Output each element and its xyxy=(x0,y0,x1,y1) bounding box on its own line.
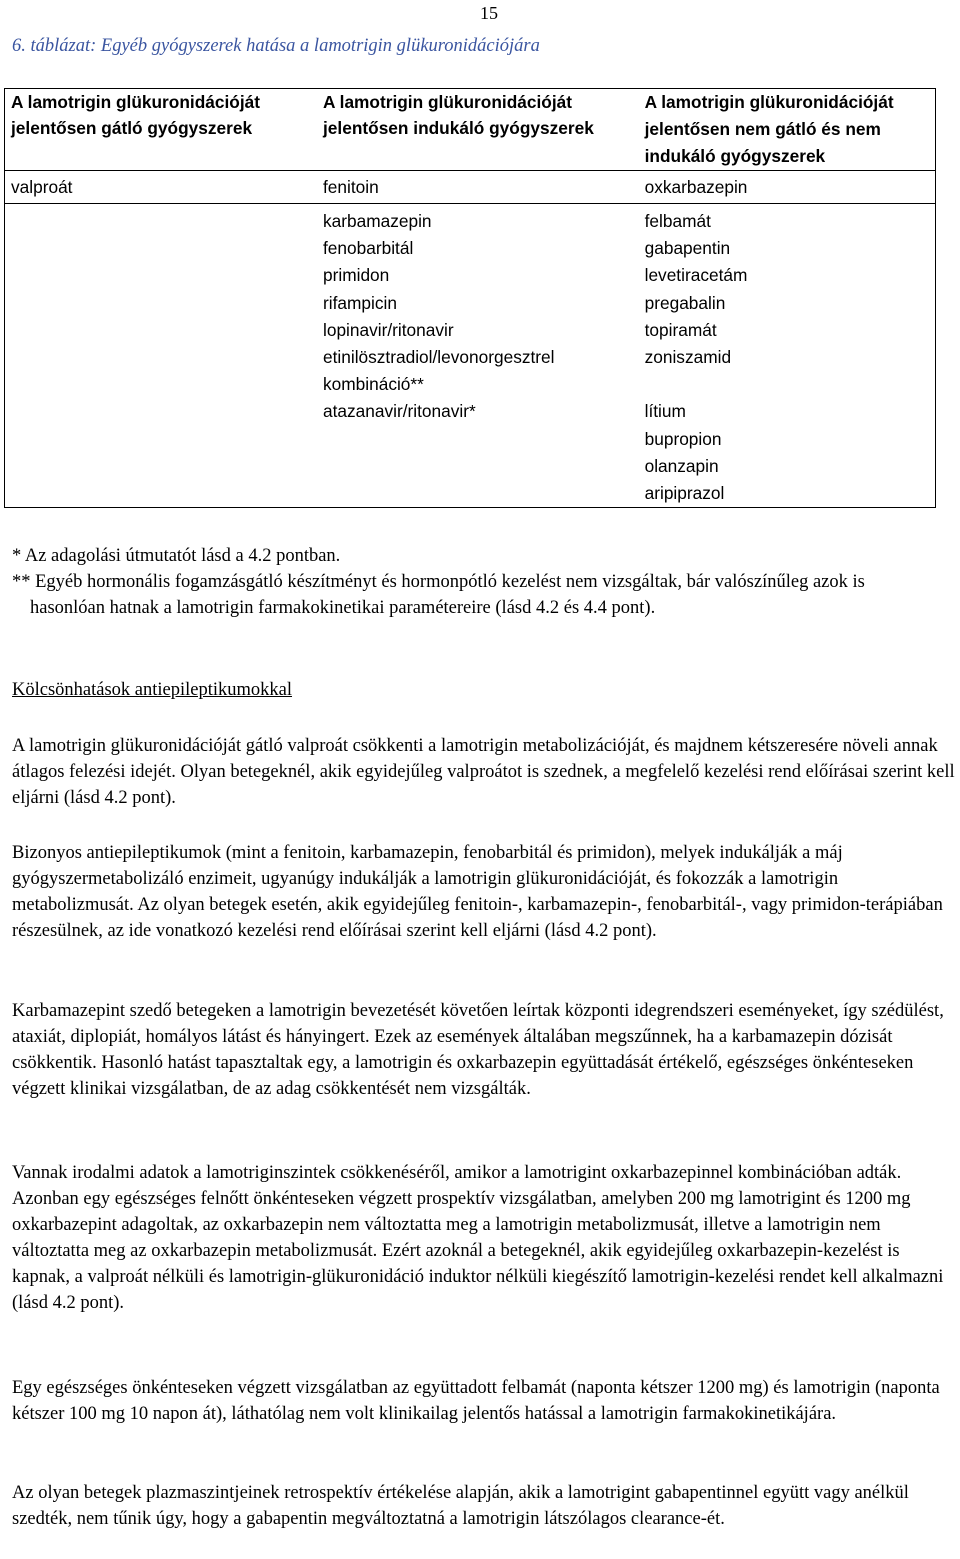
table-row xyxy=(5,204,936,508)
paragraph-felbamate: Egy egészséges önkénteseken végzett vizsgálatban az együttadott felbamát (naponta kétszer 1200 mg) és lamotrigin (naponta kétszer 100 mg 10 napon át), láthatólag nem volt klinikailag jelentős hatással a lamotrigin farmakokinetikájára. xyxy=(12,1378,940,1424)
list-item: topiramát xyxy=(644,319,717,340)
footnote-dosage: * Az adagolási útmutatót lásd a 4.2 pontban. xyxy=(12,546,341,566)
list-item: aripiprazol xyxy=(644,483,725,504)
list-item: fenobarbitál xyxy=(323,238,414,259)
section-title: Kölcsönhatások antiepileptikumokkal xyxy=(12,680,293,700)
list-item: lítium xyxy=(644,401,686,422)
table-caption: 6. táblázat: Egyéb gyógyszerek hatása a lamotrigin glükuronidációjára xyxy=(12,36,540,56)
footnote-hormonal: ** Egyéb hormonális fogamzásgátló készítményt és hormonpótló kezelést nem vizsgáltak, bár valószínűleg azok is hasonlóan hatnak a lamotrigin farmakokinetikai paramétereire (lásd 4.2 és 4.4 pont). xyxy=(12,572,865,618)
header-neutral: A lamotrigin glükuronidációját jelentősen nem gátló és nem indukáló gyógyszerek xyxy=(639,89,936,171)
inducers-list xyxy=(317,204,639,508)
paragraph-gabapentin: Az olyan betegek plazmaszintjeinek retrospektív értékelése alapján, akik a lamotrigint gabapentinnel együtt vagy anélkül szedték, nem tűnik úgy, hogy a gabapentin megváltoztatná a lamotrigin látszólagos clearance-ét. xyxy=(12,1483,909,1529)
table-footnotes xyxy=(12,543,942,621)
list-item: atazanavir/ritonavir* xyxy=(323,401,476,422)
cell-phenytoin: fenitoin xyxy=(317,171,639,204)
list-item: karbamazepin xyxy=(323,211,432,231)
list-item: primidon xyxy=(323,265,390,286)
paragraph-valproate: A lamotrigin glükuronidációját gátló valproát csökkenti a lamotrigin metabolizációját, és majdnem kétszeresére növeli annak átlagos felezési idejét. Olyan betegeknél, akik egyidejűleg valproátot is szednek, a megfelelő kezelési rend előírásai szerint kell eljárni (lásd 4.2 pont). xyxy=(12,736,955,808)
list-item: rifampicin xyxy=(323,292,397,313)
cell-valproate: valproát xyxy=(5,171,318,204)
list-spacer xyxy=(645,371,935,398)
cell-oxcarbazepine: oxkarbazepin xyxy=(639,171,936,204)
neutral-list xyxy=(639,204,936,508)
paragraph-oxcarbazepine: Vannak irodalmi adatok a lamotriginszintek csökkenéséről, amikor a lamotrigint oxkarbazepinnel kombinációban adták. Azonban egy egészséges felnőtt önkénteseken végzett prospektív vizsgálatban, amelyben 200 mg lamotrigint és 1200 mg oxkarbazepint adagoltak, az oxkarbazepin nem változtatta meg a lamotrigin metabolizmusát, illetve a lamotrigin nem változtatta meg az oxkarbazepin metabolizmusát. Ezért azoknál a betegeknél, akik egyidejűleg oxkarbazepin-kezelést is kapnak, a valproát nélküli és lamotrigin-glükuronidáció induktor nélküli kiegészítő lamotrigin-kezelési rendet kell alkalmazni (lásd 4.2 pont). xyxy=(12,1163,944,1313)
paragraph-inducers: Bizonyos antiepileptikumok (mint a fenitoin, karbamazepin, fenobarbitál és primidon), melyek indukálják a máj gyógyszermetabolizáló enzimeit, ugyanúgy indukálják a lamotrigin glükuronidációját, és fokozzák a lamotrigin metabolizmusát. Az olyan betegek esetén, akik egyidejűleg fenitoin-, karbamazepin-, fenobarbitál-, vagy primidon-terápiában részesülnek, az ide vonatkozó kezelési rend előírásai szerint kell eljárni (lásd 4.2 pont). xyxy=(12,843,943,941)
table-header-row xyxy=(5,89,936,171)
paragraph-carbamazepine: Karbamazepint szedő betegeken a lamotrigin bevezetését követően leírtak központi idegrendszeri eseményeket, így szédülést, ataxiát, diplopiát, homályos látást és hányingert. Ezek az események általában megszűnnek, ha a karbamazepin dózisát csökkentik. Hasonló hatást tapasztaltak egy, a lamotrigin és oxkarbazepin együttadását értékelő, egészséges önkénteseken végzett klinikai vizsgálatban, de az adag csökkentését nem vizsgálták. xyxy=(12,1001,944,1099)
table-row xyxy=(5,171,936,204)
list-item: zoniszamid xyxy=(644,347,732,368)
list-item: lopinavir/ritonavir xyxy=(323,319,454,340)
cell-empty xyxy=(5,204,318,508)
list-item: olanzapin xyxy=(644,455,719,476)
list-item: felbamát xyxy=(644,211,711,231)
list-item: pregabalin xyxy=(644,292,726,313)
header-inducers: A lamotrigin glükuronidációját jelentősen indukáló gyógyszerek xyxy=(317,89,639,171)
list-item: gabapentin xyxy=(644,238,731,259)
list-item: etinilösztradiol/levonorgesztrel kombináció** xyxy=(323,347,555,395)
drug-interaction-table xyxy=(4,88,936,508)
list-item: levetiracetám xyxy=(644,265,748,286)
header-inhibitors: A lamotrigin glükuronidációját jelentősen gátló gyógyszerek xyxy=(5,89,318,171)
list-item: bupropion xyxy=(644,428,722,449)
page-number: 15 xyxy=(480,3,498,23)
